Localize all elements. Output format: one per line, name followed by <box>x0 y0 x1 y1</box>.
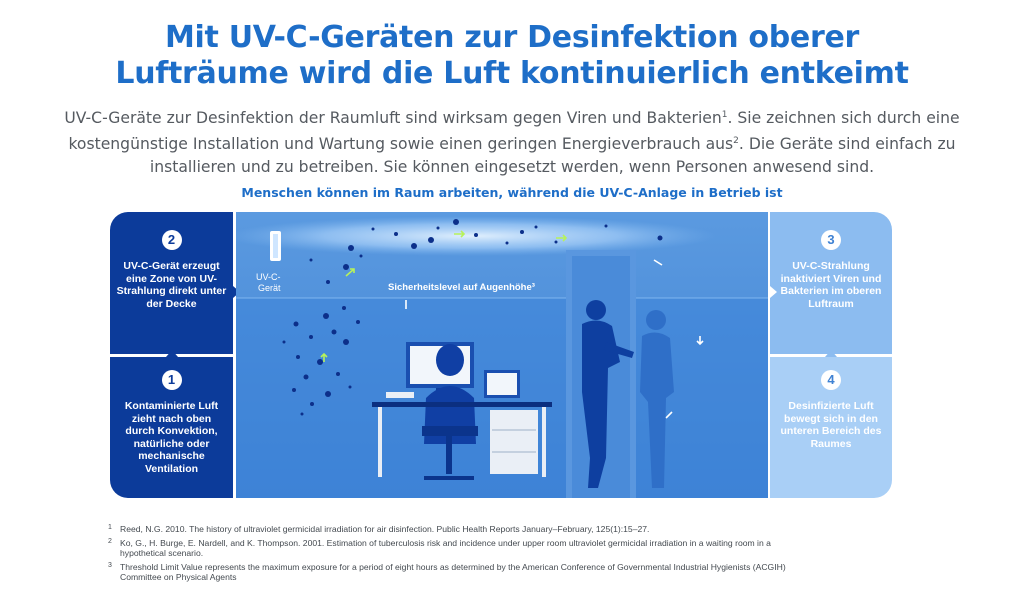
footnote-3-number: 3 <box>108 561 112 569</box>
step-3-number: 3 <box>821 230 841 250</box>
step-2-number: 2 <box>162 230 182 250</box>
step-1-panel <box>110 357 233 498</box>
step-4-arrow <box>825 350 837 357</box>
device-label-2: Gerät <box>258 283 281 293</box>
footnote-2-number: 2 <box>108 537 112 545</box>
intro-part-3: . Die Geräte sind einfach zu installieren und zu betreiben. Sie können eingesetzt werden, wenn Personen anwesend sind. <box>149 135 956 177</box>
intro-ref-1: 1 <box>721 110 728 120</box>
title-line-2: Lufträume wird die Luft kontinuierlich entkeimt <box>115 56 909 91</box>
page-title <box>0 20 1024 92</box>
room-illustration <box>236 212 768 498</box>
footnote-2 <box>108 538 808 559</box>
step-4-number: 4 <box>821 370 841 390</box>
title-line-1: Mit UV-C-Geräten zur Desinfektion oberer <box>165 20 859 55</box>
step-3-text: UV-C-Strahlung inaktiviert Viren und Bakterien im oberen Luftraum <box>780 260 882 310</box>
footnote-1 <box>108 524 808 535</box>
step-2-panel <box>110 212 233 354</box>
diagram-subtitle: Menschen können im Raum arbeiten, während die UV-C-Anlage in Betrieb ist <box>241 185 783 200</box>
footnote-1-number: 1 <box>108 524 112 531</box>
footnote-2-text: Ko, G., H. Burge, E. Nardell, and K. Thompson. 2001. Estimation of tuberculosis risk and incidence under upper room ultraviolet germicidal irradiation in a waiting room in a hypothetical scenario. <box>120 537 771 558</box>
device-label-1: UV-C- <box>256 272 281 282</box>
footnote-1-text: Reed, N.G. 2010. The history of ultraviolet germicidal irradiation for air disinfection. Public Health Reports January–February, 125(1):15–27. <box>120 524 650 534</box>
intro-ref-2: 2 <box>733 136 739 147</box>
step-1-text: Kontaminierte Luft zieht nach oben durch Konvektion, natürliche oder mechanische Ventilation <box>124 400 219 475</box>
step-4-panel <box>770 357 892 498</box>
footnote-3 <box>108 562 808 583</box>
step-2-text: UV-C-Gerät erzeugt eine Zone von UV-Strahlung direkt unter der Decke <box>116 260 227 310</box>
intro-paragraph <box>60 104 964 179</box>
safety-level-label: Sicherheitslevel auf Augenhöhe³ <box>388 282 535 293</box>
intro-part-2: . Sie zeichnen sich durch eine kostengünstige Installation und Wartung sowie einen geringen Energieverbrauch aus <box>68 109 960 154</box>
footnote-3-text: Threshold Limit Value represents the maximum exposure for a period of eight hours as determined by the American Conference of Governmental Industrial Hygienists (ACGIH) Committee on Physical Agents <box>120 561 786 582</box>
footnotes <box>108 524 808 586</box>
step-3-panel <box>770 212 892 354</box>
intro-part-1: UV-C-Geräte zur Desinfektion der Raumluft sind wirksam gegen Viren und Bakterien <box>64 109 722 128</box>
step-4-text: Desinfizierte Luft bewegt sich in den unteren Bereich des Raumes <box>780 400 882 450</box>
step-1-number: 1 <box>162 370 182 390</box>
step-1-arrow <box>166 350 178 357</box>
step-3-arrow <box>770 286 777 298</box>
